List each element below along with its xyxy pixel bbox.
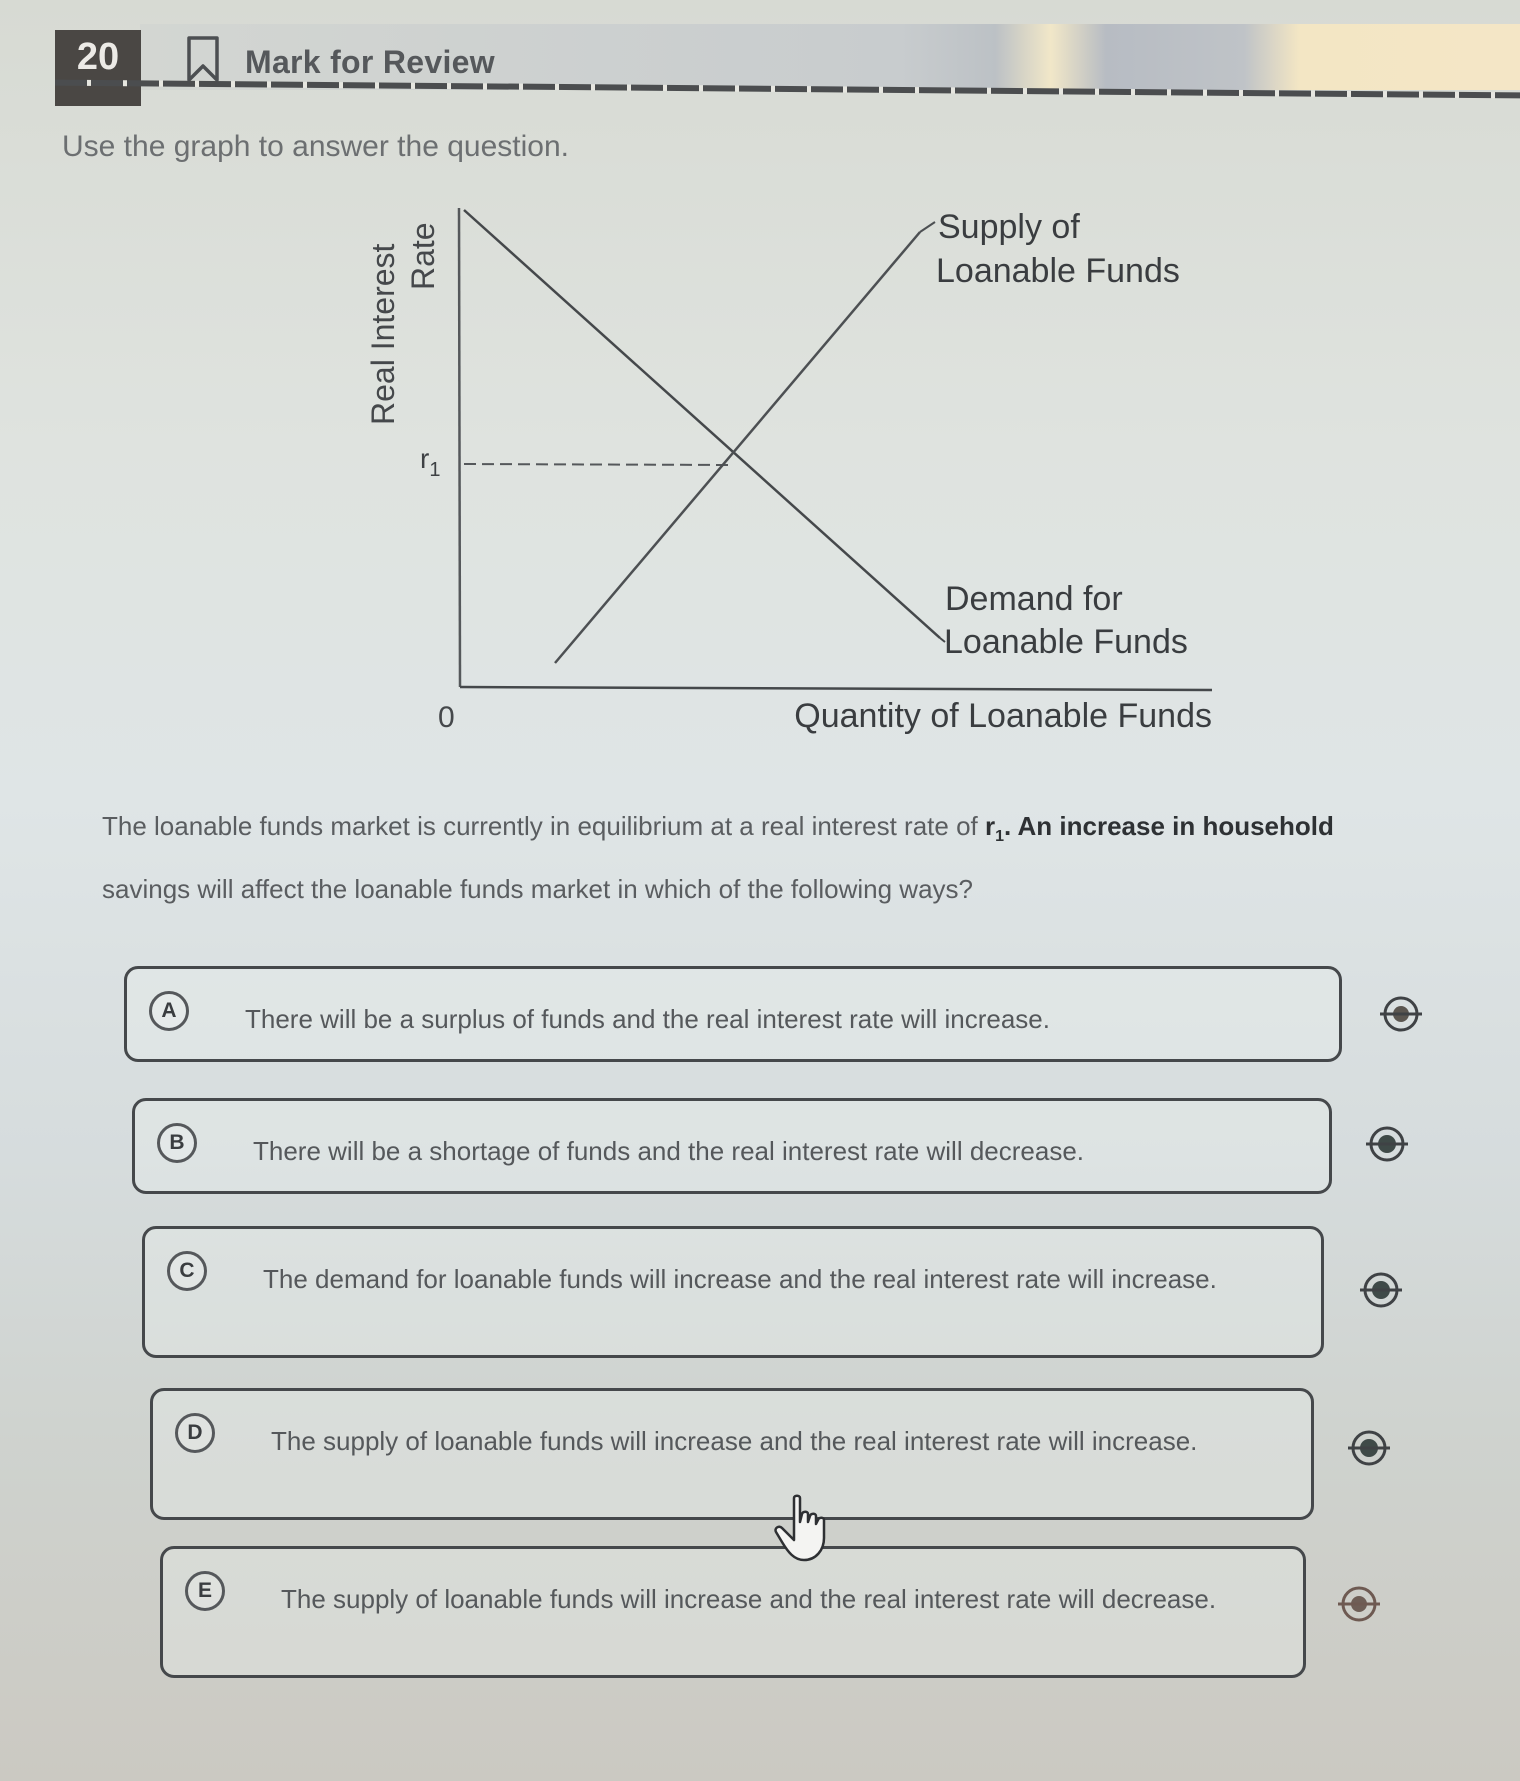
question-number: 20 [55,30,141,106]
stem-part2: . An increase in household [1004,811,1334,841]
choice-letter-c: C [167,1251,207,1291]
instruction-text: Use the graph to answer the question. [62,130,569,163]
supply-label-line2: Loanable Funds [936,252,1180,290]
answer-choice-a[interactable] [124,966,1342,1062]
choice-letter-e: E [185,1571,225,1611]
eliminate-e-icon[interactable] [1336,1584,1382,1624]
choice-text-b: There will be a shortage of funds and the real interest rate will decrease. [253,1136,1085,1166]
question-header [0,20,1520,90]
choice-text-e: The supply of loanable funds will increase and the real interest rate will decrease. [281,1584,1217,1614]
y-axis-label-line1: Real Interest [365,243,401,425]
demand-label-line1: Demand for [945,580,1123,618]
question-stem [102,800,1462,915]
stem-r1: $r_1$ [984,811,1005,846]
eliminate-d-icon[interactable] [1346,1428,1392,1468]
answer-choice-c[interactable] [142,1226,1324,1358]
answer-choice-b[interactable] [132,1098,1332,1194]
stem-part1: The loanable funds market is currently in equilibrium at a real interest rate of [102,811,985,841]
x-axis-label: Quantity of Loanable Funds [794,697,1212,735]
answer-choice-e[interactable] [160,1546,1306,1678]
eliminate-c-icon[interactable] [1358,1270,1404,1310]
origin-label: 0 [438,701,455,734]
hand-pointer-icon [772,1494,832,1564]
loanable-funds-graph [360,190,1240,750]
mark-for-review-button[interactable]: Mark for Review [245,44,495,80]
choice-letter-b: B [157,1123,197,1163]
eliminate-a-icon[interactable] [1378,994,1424,1034]
supply-label-line1: Supply of [938,208,1080,246]
answer-choice-d[interactable] [150,1388,1314,1520]
choice-text-c: The demand for loanable funds will increase and the real interest rate will increase. [263,1264,1217,1294]
r1-label: $r_1$ [420,443,441,481]
y-axis-label-line2: Rate [405,222,441,290]
bookmark-icon[interactable] [185,34,221,84]
choice-letter-d: D [175,1413,215,1453]
eliminate-b-icon[interactable] [1364,1124,1410,1164]
choice-letter-a: A [149,991,189,1031]
demand-label-line2: Loanable Funds [944,623,1188,661]
choice-text-a: There will be a surplus of funds and the real interest rate will increase. [245,1004,1050,1034]
stem-part3: savings will affect the loanable funds market in which of the following ways? [102,874,973,905]
choice-text-d: The supply of loanable funds will increase and the real interest rate will increase. [271,1426,1198,1456]
